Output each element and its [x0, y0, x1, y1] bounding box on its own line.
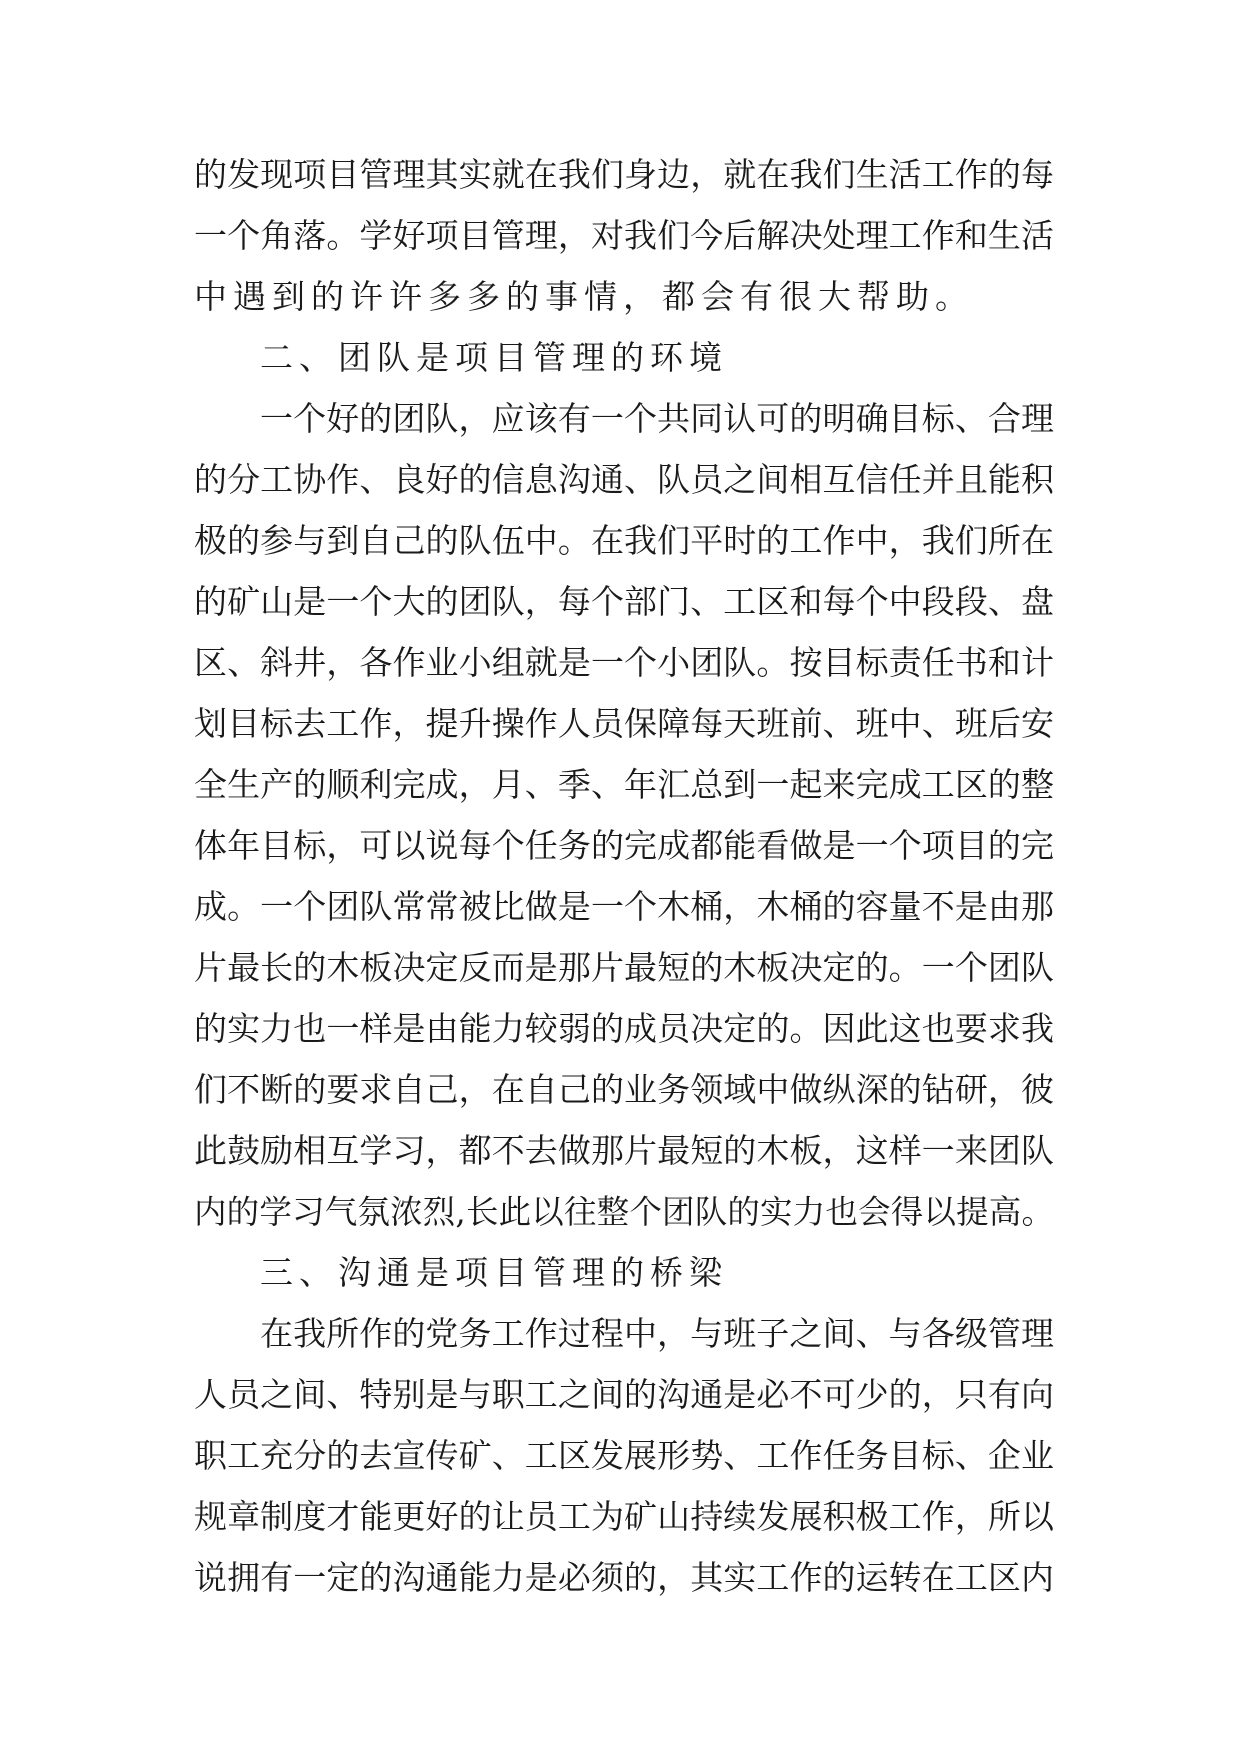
paragraph-line: 一个好的团队，应该有一个共同认可的明确目标、合理: [260, 399, 1054, 438]
paragraph-line: 划目标去工作，提升操作人员保障每天班前、班中、班后安: [194, 704, 1054, 743]
paragraph-line: 职工充分的去宣传矿、工区发展形势、工作任务目标、企业: [194, 1436, 1054, 1475]
paragraph-line: 的矿山是一个大的团队，每个部门、工区和每个中段段、盘: [194, 582, 1054, 621]
paragraph-line: 人员之间、特别是与职工之间的沟通是必不可少的，只有向: [194, 1375, 1054, 1414]
section-heading: 二、团队是项目管理的环境: [260, 338, 728, 377]
paragraph-line: 片最长的木板决定反而是那片最短的木板决定的。一个团队: [194, 948, 1054, 987]
paragraph-line: 内的学习气氛浓烈,长此以往整个团队的实力也会得以提高。: [194, 1193, 1054, 1231]
paragraph-line: 区、斜井，各作业小组就是一个小团队。按目标责任书和计: [194, 643, 1054, 682]
paragraph-line: 说拥有一定的沟通能力是必须的，其实工作的运转在工区内: [194, 1558, 1054, 1597]
section-heading: 三、沟通是项目管理的桥梁: [260, 1253, 728, 1292]
paragraph-line: 们不断的要求自己，在自己的业务领域中做纵深的钻研，彼: [194, 1070, 1054, 1109]
paragraph-line: 规章制度才能更好的让员工为矿山持续发展积极工作，所以: [194, 1497, 1054, 1536]
paragraph-line: 一个角落。学好项目管理，对我们今后解决处理工作和生活: [194, 216, 1054, 255]
paragraph-line: 体年目标，可以说每个任务的完成都能看做是一个项目的完: [194, 826, 1054, 865]
paragraph-line: 此鼓励相互学习，都不去做那片最短的木板，这样一来团队: [194, 1131, 1054, 1170]
paragraph-line: 中遇到的许许多多的事情，都会有很大帮助。: [194, 277, 974, 316]
paragraph-line: 的分工协作、良好的信息沟通、队员之间相互信任并且能积: [194, 460, 1054, 499]
paragraph-line: 的实力也一样是由能力较弱的成员决定的。因此这也要求我: [194, 1009, 1054, 1048]
paragraph-line: 的发现项目管理其实就在我们身边，就在我们生活工作的每: [194, 155, 1054, 194]
paragraph-line: 成。一个团队常常被比做是一个木桶，木桶的容量不是由那: [194, 887, 1054, 926]
paragraph-line: 全生产的顺利完成，月、季、年汇总到一起来完成工区的整: [194, 765, 1054, 804]
paragraph-line: 在我所作的党务工作过程中，与班子之间、与各级管理: [260, 1314, 1054, 1353]
paragraph-line: 极的参与到自己的队伍中。在我们平时的工作中，我们所在: [194, 521, 1054, 560]
